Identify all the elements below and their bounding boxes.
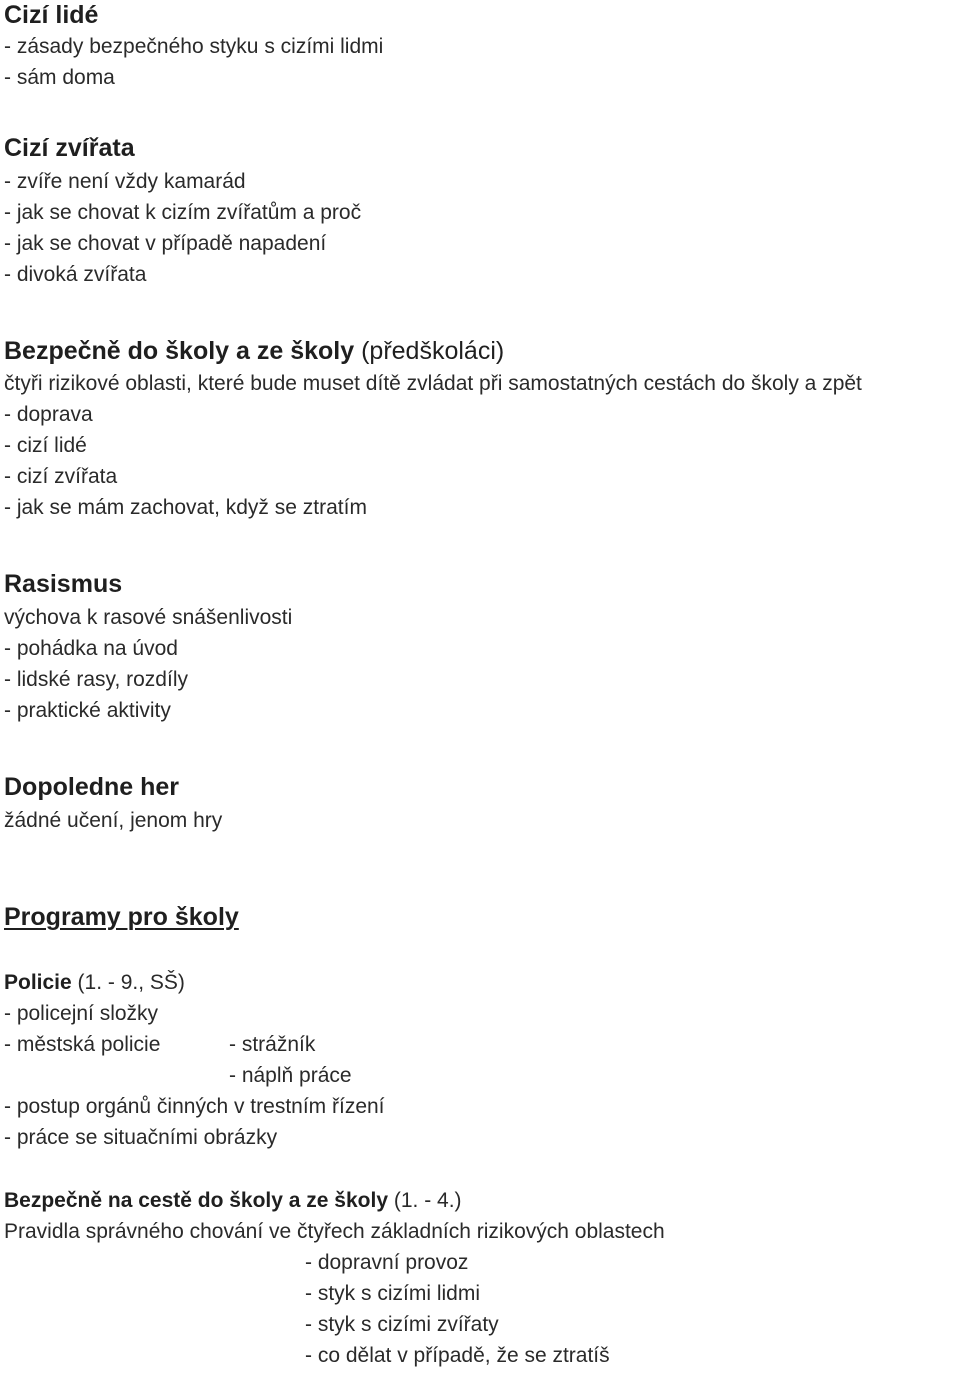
list-subitem: - styk s cizími zvířaty — [305, 1313, 499, 1336]
section-intro: Pravidla správného chování ve čtyřech základních rizikových oblastech — [4, 1220, 665, 1243]
section-intro: žádné učení, jenom hry — [4, 809, 223, 832]
list-item: - pohádka na úvod — [4, 637, 178, 660]
list-item: - městská policie — [4, 1033, 161, 1056]
heading-bold-part: Policie — [4, 971, 72, 994]
heading-bezpecne-na-ceste — [4, 1188, 462, 1214]
list-item: - lidské rasy, rozdíly — [4, 668, 188, 691]
list-item: - jak se chovat k cizím zvířatům a proč — [4, 201, 362, 224]
heading-dopoledne-her: Dopoledne her — [4, 773, 180, 801]
heading-bezpecne-do-skoly — [4, 336, 504, 366]
heading-programy-pro-skoly: Programy pro školy — [4, 903, 239, 931]
list-item: - cizí lidé — [4, 434, 87, 457]
list-item: - zvíře není vždy kamarád — [4, 170, 246, 193]
list-subitem: - dopravní provoz — [305, 1251, 469, 1274]
list-item: - divoká zvířata — [4, 263, 147, 286]
list-subitem: - co dělat v případě, že se ztratíš — [305, 1344, 610, 1367]
heading-bold-part: Bezpečně do školy a ze školy — [4, 337, 355, 365]
heading-suffix: (1. - 9., SŠ) — [71, 971, 185, 994]
list-item: - práce se situačními obrázky — [4, 1126, 278, 1149]
list-subitem: - náplň práce — [229, 1064, 352, 1087]
list-item: - jak se chovat v případě napadení — [4, 232, 327, 255]
list-item: - postup orgánů činných v trestním řízení — [4, 1095, 385, 1118]
list-item: - jak se mám zachovat, když se ztratím — [4, 496, 367, 519]
heading-suffix: (předškoláci) — [354, 337, 505, 365]
heading-cizi-lide: Cizí lidé — [4, 1, 99, 29]
list-item: - cizí zvířata — [4, 465, 118, 488]
list-item: - doprava — [4, 403, 93, 426]
heading-policie — [4, 970, 185, 996]
list-subitem: - strážník — [229, 1033, 316, 1056]
heading-rasismus: Rasismus — [4, 570, 123, 598]
list-item: - praktické aktivity — [4, 699, 171, 722]
section-intro: čtyři rizikové oblasti, které bude muset dítě zvládat při samostatných cestách do školy a zpět — [4, 372, 862, 395]
list-item: - sám doma — [4, 66, 115, 89]
heading-cizi-zvirata: Cizí zvířata — [4, 134, 135, 162]
heading-bold-part: Bezpečně na cestě do školy a ze školy — [4, 1189, 389, 1212]
heading-suffix: (1. - 4.) — [388, 1189, 462, 1212]
section-intro: výchova k rasové snášenlivosti — [4, 606, 293, 629]
list-item: - policejní složky — [4, 1002, 159, 1025]
list-item: - zásady bezpečného styku s cizími lidmi — [4, 35, 384, 58]
list-subitem: - styk s cizími lidmi — [305, 1282, 480, 1305]
